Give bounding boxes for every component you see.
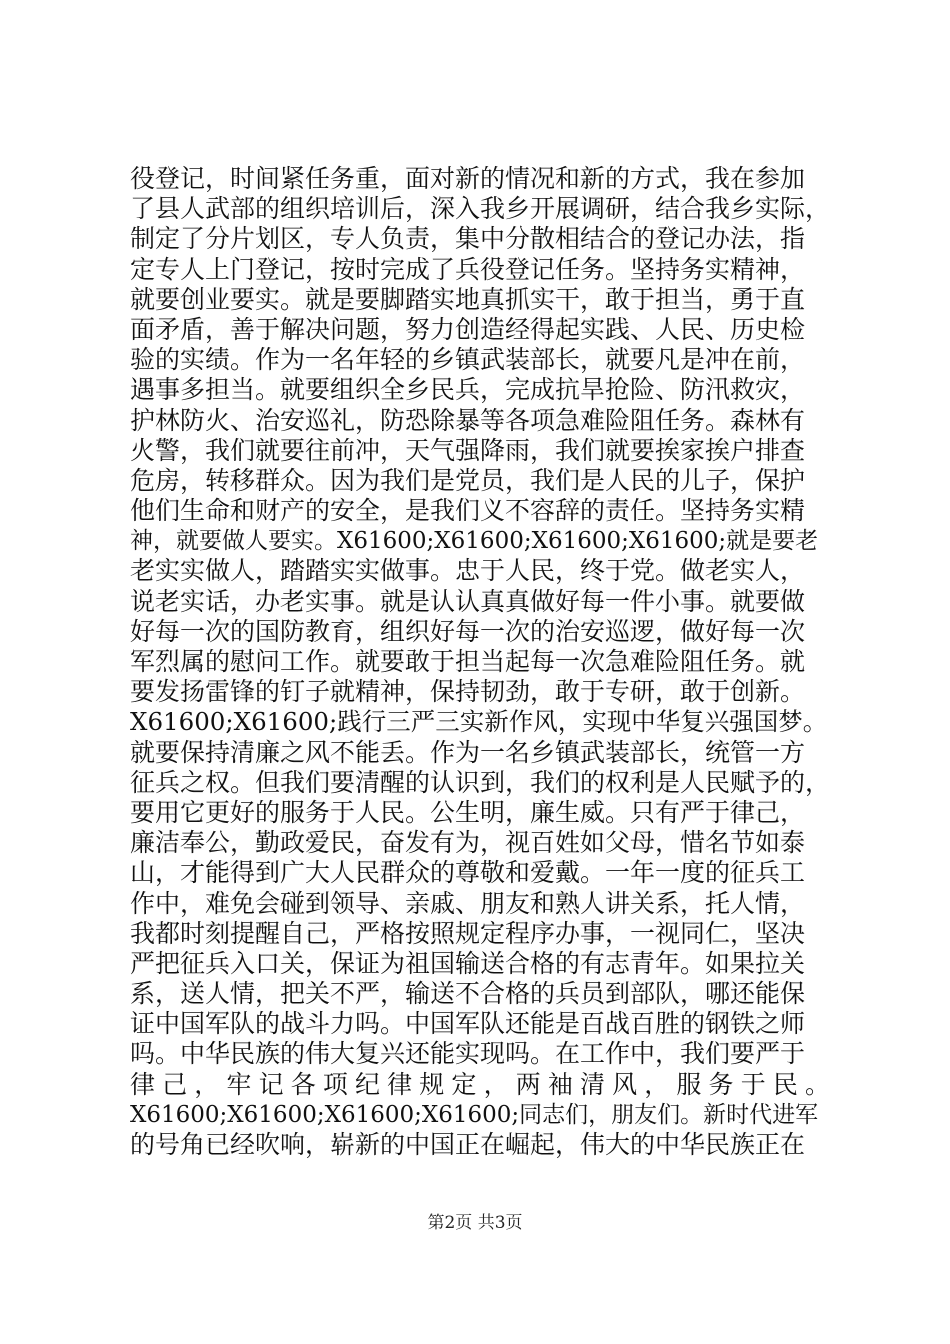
page-footer: 第2页 共3页 <box>427 1213 523 1233</box>
text-line: 好每一次的国防教育，组织好每一次的治安巡逻，做好每一次 <box>130 616 806 646</box>
text-line: 面矛盾，善于解决问题，努力创造经得起实践、人民、历史检 <box>130 314 806 344</box>
body-text <box>130 164 830 1160</box>
text-line: 说老实话，办老实事。就是认认真真做好每一件小事。就要做 <box>130 586 806 616</box>
text-line: 就要创业要实。就是要脚踏实地真抓实干，敢于担当，勇于直 <box>130 284 806 314</box>
text-line: 山，才能得到广大人民群众的尊敬和爱戴。一年一度的征兵工 <box>130 858 806 888</box>
text-line: 遇事多担当。就要组织全乡民兵，完成抗旱抢险、防汛救灾， <box>130 375 806 405</box>
text-line: X61600;X61600;X61600;X61600;同志们，朋友们。新时代进军 <box>130 1101 819 1128</box>
text-line: 就要保持清廉之风不能丢。作为一名乡镇武装部长，统管一方 <box>130 737 806 767</box>
text-line: 征兵之权。但我们要清醒的认识到，我们的权利是人民赋予的， <box>130 767 830 797</box>
text-line: 证中国军队的战斗力吗。中国军队还能是百战百胜的钢铁之师 <box>130 1009 806 1039</box>
text-line: 役登记，时间紧任务重，面对新的情况和新的方式，我在参加 <box>130 164 806 193</box>
text-line: 的号角已经吹响，崭新的中国正在崛起，伟大的中华民族正在 <box>130 1130 806 1159</box>
text-line: 吗。中华民族的伟大复兴还能实现吗。在工作中，我们要严于 <box>130 1039 806 1069</box>
text-line: 了县人武部的组织培训后，深入我乡开展调研，结合我乡实际， <box>130 194 830 224</box>
text-line: X61600;X61600;践行三严三实新作风，实现中华复兴强国梦。 <box>130 707 828 737</box>
text-line: 危房，转移群众。因为我们是党员，我们是人民的儿子，保护 <box>130 465 806 495</box>
text-line: 火警，我们就要往前冲，天气强降雨，我们就要挨家挨户排查 <box>130 435 806 465</box>
text-line: 廉洁奉公，勤政爱民，奋发有为，视百姓如父母，惜名节如泰 <box>130 828 806 858</box>
text-line: 作中，难免会碰到领导、亲戚、朋友和熟人讲关系，托人情， <box>130 888 806 918</box>
text-line: 要用它更好的服务于人民。公生明，廉生威。只有严于律己， <box>130 797 806 827</box>
text-line: 神，就要做人要实。X61600;X61600;X61600;X61600;就是要老 <box>130 528 819 555</box>
text-line: 验的实绩。作为一名年轻的乡镇武装部长，就要凡是冲在前， <box>130 345 806 375</box>
text-line: 要发扬雷锋的钉子就精神，保持韧劲，敢于专研，敢于创新。 <box>130 677 806 707</box>
text-line: 律己，牢记各项纪律规定，两袖清风，服务于民。 <box>130 1069 830 1099</box>
text-line: 定专人上门登记，按时完成了兵役登记任务。坚持务实精神， <box>130 254 806 284</box>
text-line: 他们生命和财产的安全，是我们义不容辞的责任。坚持务实精 <box>130 496 806 526</box>
text-line: 军烈属的慰问工作。就要敢于担当起每一次急难险阻任务。就 <box>130 647 806 676</box>
text-line: 严把征兵入口关，保证为祖国输送合格的有志青年。如果拉关 <box>130 948 806 978</box>
text-line: 我都时刻提醒自己，严格按照规定程序办事，一视同仁，坚决 <box>130 918 806 948</box>
text-line: 老实实做人，踏踏实实做事。忠于人民，终于党。做老实人， <box>130 556 806 586</box>
text-line: 系，送人情，把关不严，输送不合格的兵员到部队，哪还能保 <box>130 979 806 1009</box>
text-line: 制定了分片划区，专人负责，集中分散相结合的登记办法，指 <box>130 224 806 254</box>
text-line: 护林防火、治安巡礼，防恐除暴等各项急难险阻任务。森林有 <box>130 405 806 435</box>
